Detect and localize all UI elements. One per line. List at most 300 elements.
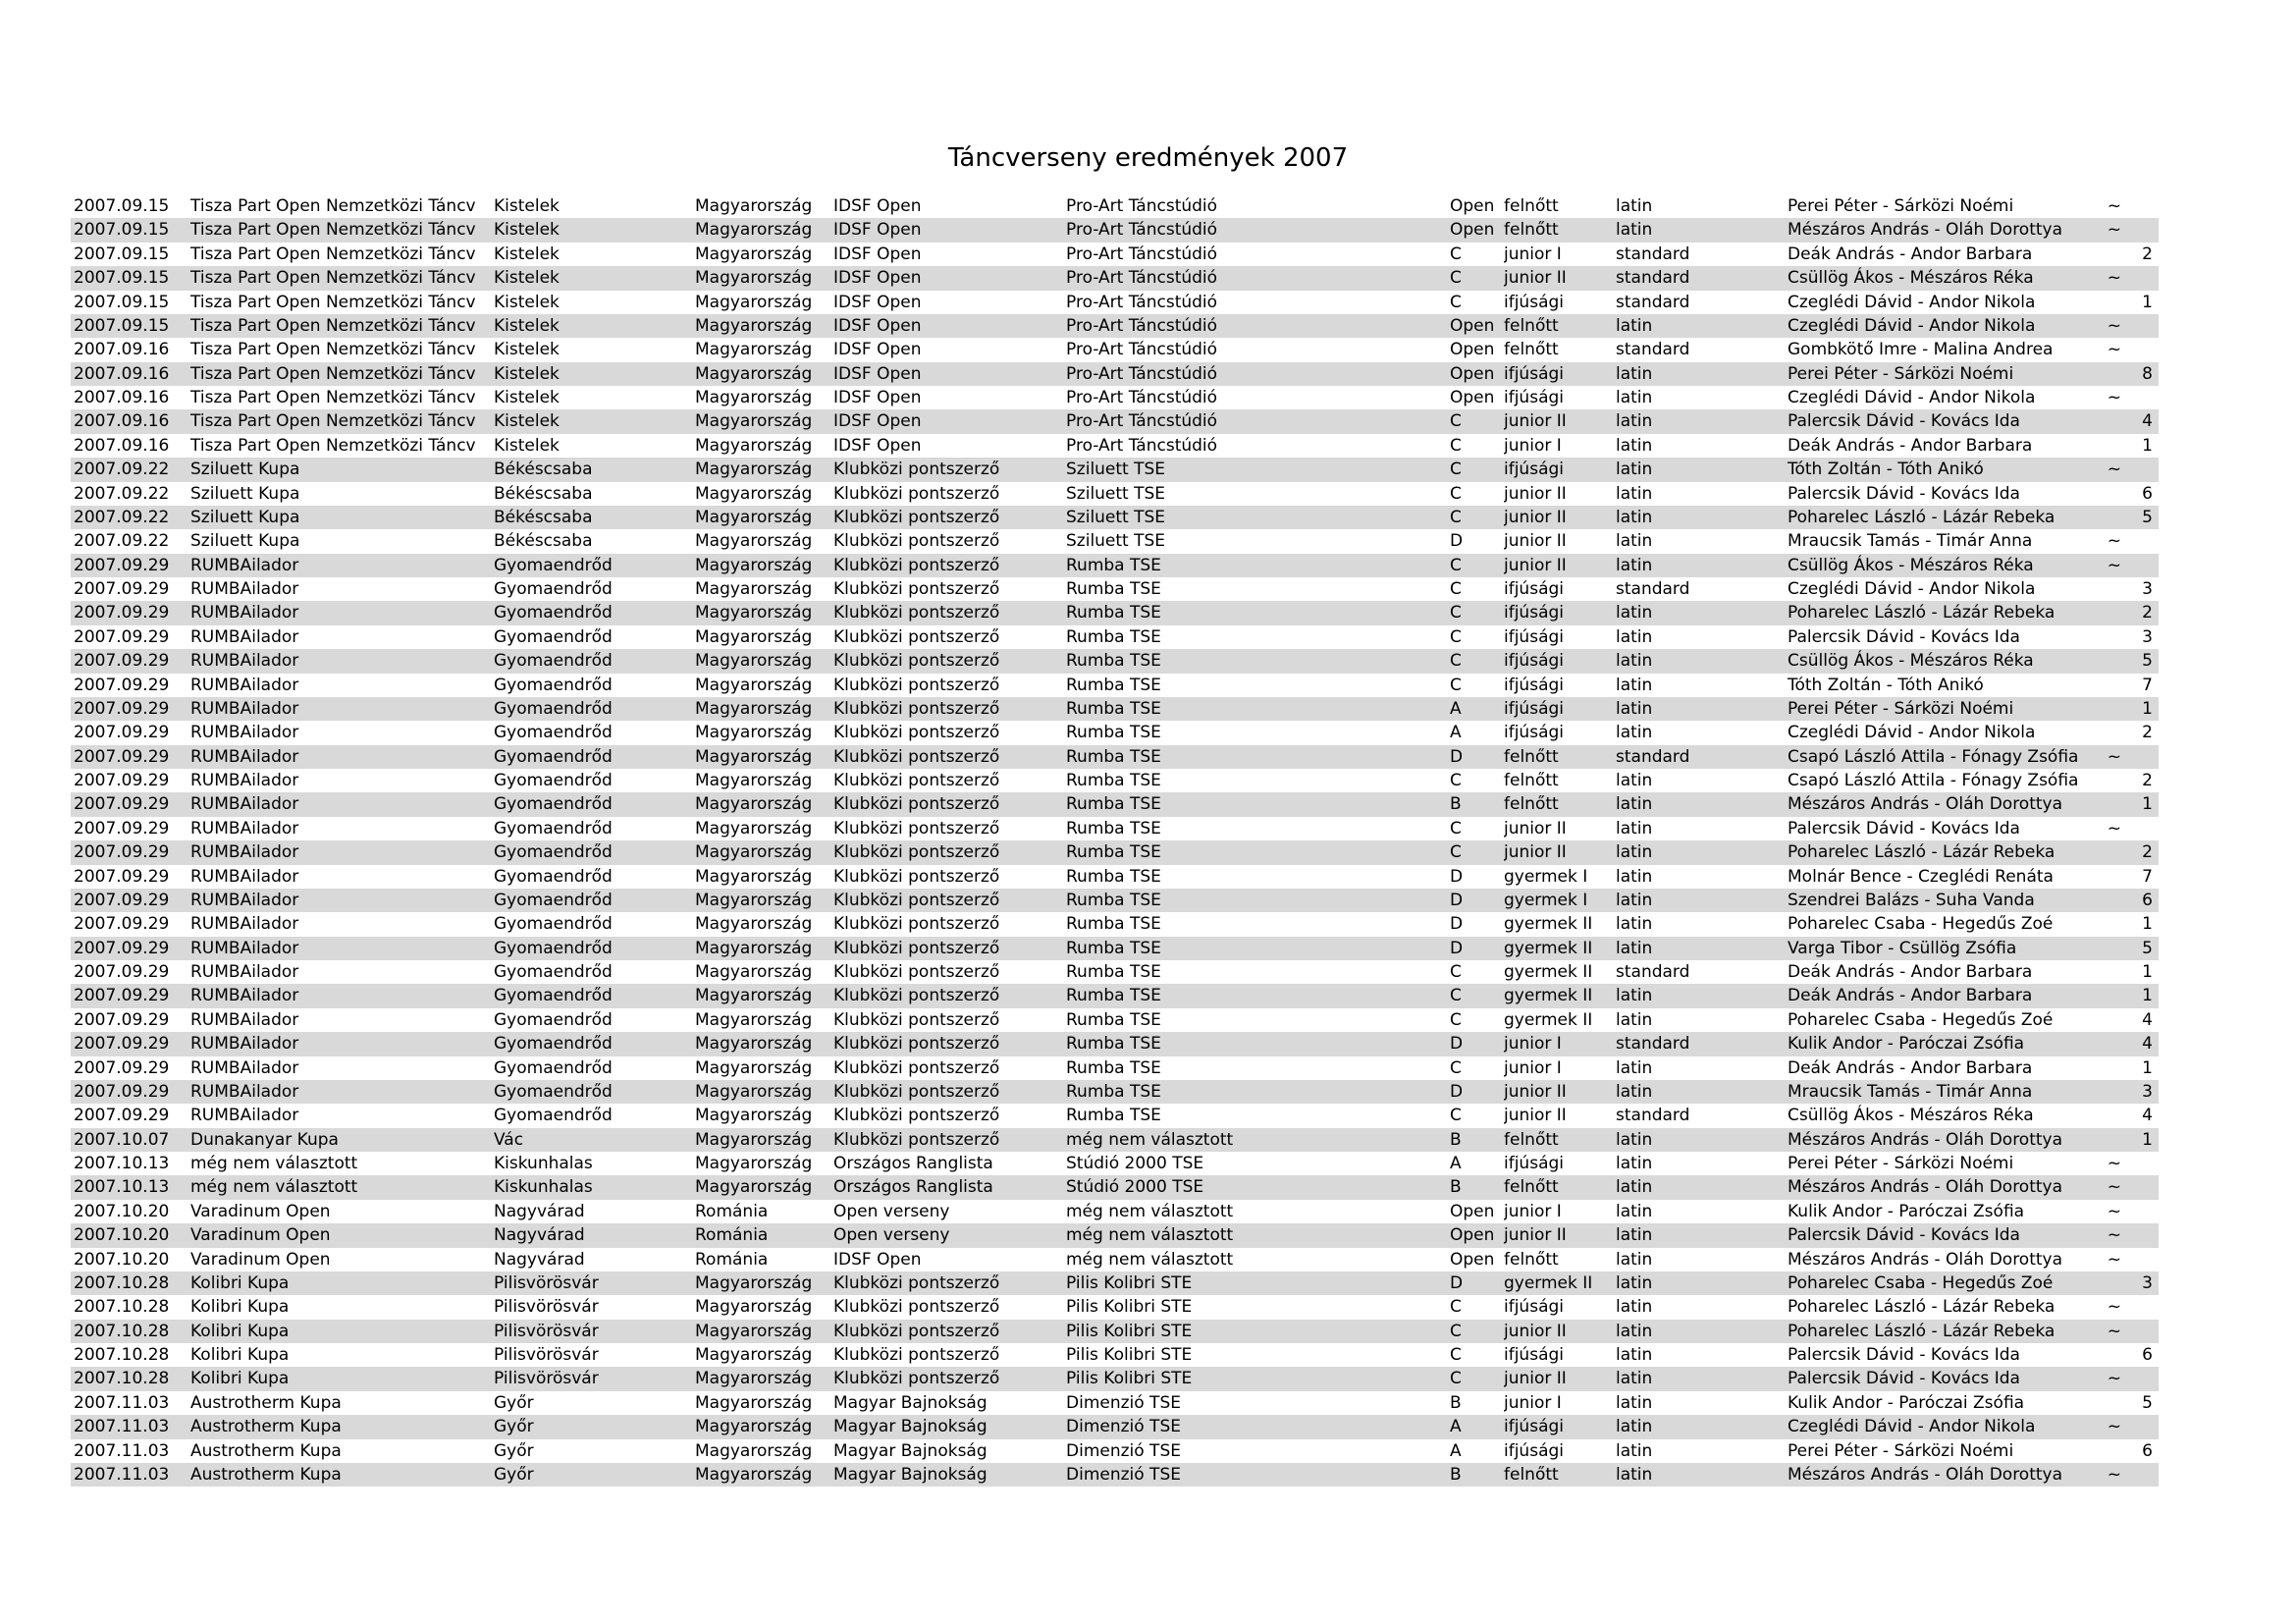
cell-competition-type: Klubközi pontszerző xyxy=(833,1106,1000,1126)
cell-style: latin xyxy=(1616,1272,1653,1293)
cell-age-group: junior II xyxy=(1504,268,1567,289)
cell-city: Gyomaendrőd xyxy=(494,579,613,599)
cell-city: Gyomaendrőd xyxy=(494,603,613,623)
cell-competition: RUMBAilador xyxy=(190,1009,299,1030)
cell-age-group: junior I xyxy=(1504,435,1562,456)
cell-competition-type: IDSF Open xyxy=(833,268,922,289)
cell-country: Magyarország xyxy=(695,1440,813,1461)
cell-country: Magyarország xyxy=(695,986,813,1006)
cell-country: Magyarország xyxy=(695,698,813,719)
cell-competition-type: Klubközi pontszerző xyxy=(833,531,1000,552)
cell-competition-type: Klubközi pontszerző xyxy=(833,986,1000,1006)
cell-class: A xyxy=(1450,1417,1462,1437)
table-row xyxy=(71,1271,2159,1295)
cell-country: Magyarország xyxy=(695,651,813,672)
cell-result: ~ xyxy=(2107,818,2121,839)
table-row xyxy=(71,1463,2159,1487)
cell-competition: Tisza Part Open Nemzetközi Táncv xyxy=(190,243,476,264)
cell-date: 2007.09.16 xyxy=(74,388,170,407)
cell-club: Pro-Art Táncstúdió xyxy=(1066,268,1218,289)
cell-age-group: ifjúsági xyxy=(1504,1154,1564,1173)
cell-result: 2 xyxy=(2142,771,2153,790)
cell-style: latin xyxy=(1616,1464,1653,1485)
cell-competition-type: Magyar Bajnokság xyxy=(833,1464,988,1485)
cell-country: Magyarország xyxy=(695,818,813,839)
cell-competition-type: Klubközi pontszerző xyxy=(833,1129,1000,1150)
cell-result: ~ xyxy=(2107,1369,2121,1389)
table-row xyxy=(71,912,2159,936)
cell-class: Open xyxy=(1450,315,1495,336)
table-row xyxy=(71,243,2159,266)
cell-couple: Poharelec Csaba - Hegedűs Zoé xyxy=(1788,914,2054,935)
cell-competition: Tisza Part Open Nemzetközi Táncv xyxy=(190,435,476,456)
cell-result: 4 xyxy=(2142,1106,2153,1126)
cell-country: Magyarország xyxy=(695,196,813,216)
cell-competition: Tisza Part Open Nemzetközi Táncv xyxy=(190,292,476,312)
table-row xyxy=(71,554,2159,577)
cell-class: C xyxy=(1450,1057,1462,1078)
cell-country: Magyarország xyxy=(695,243,813,264)
cell-class: C xyxy=(1450,292,1462,312)
table-row xyxy=(71,1320,2159,1343)
cell-couple: Perei Péter - Sárközi Noémi xyxy=(1788,698,2014,719)
cell-couple: Deák András - Andor Barbara xyxy=(1788,243,2033,264)
cell-club: Rumba TSE xyxy=(1066,1009,1161,1030)
cell-country: Magyarország xyxy=(695,579,813,599)
cell-result: ~ xyxy=(2107,268,2121,289)
cell-city: Gyomaendrőd xyxy=(494,938,613,958)
cell-class: D xyxy=(1450,746,1464,767)
cell-competition-type: Klubközi pontszerző xyxy=(833,962,1000,982)
cell-style: latin xyxy=(1616,507,1653,527)
cell-city: Kistelek xyxy=(494,315,560,336)
cell-club: Rumba TSE xyxy=(1066,579,1161,599)
cell-city: Gyomaendrőd xyxy=(494,626,613,647)
cell-competition: RUMBAilador xyxy=(190,866,299,887)
cell-class: C xyxy=(1450,579,1462,599)
cell-country: Magyarország xyxy=(695,460,813,480)
cell-club: Rumba TSE xyxy=(1066,555,1161,575)
cell-club: Rumba TSE xyxy=(1066,626,1161,647)
cell-competition: Tisza Part Open Nemzetközi Táncv xyxy=(190,363,476,384)
cell-competition: Austrotherm Kupa xyxy=(190,1417,342,1437)
cell-date: 2007.09.29 xyxy=(74,626,170,647)
table-row xyxy=(71,577,2159,601)
cell-country: Magyarország xyxy=(695,531,813,552)
cell-date: 2007.09.29 xyxy=(74,1106,170,1126)
cell-country: Magyarország xyxy=(695,411,813,432)
cell-result: 5 xyxy=(2142,1392,2153,1413)
table-row xyxy=(71,1032,2159,1055)
cell-style: latin xyxy=(1616,890,1653,910)
cell-style: latin xyxy=(1616,626,1653,647)
cell-class: A xyxy=(1450,698,1462,719)
cell-result: ~ xyxy=(2107,1417,2121,1437)
cell-couple: Mraucsik Tamás - Timár Anna xyxy=(1788,1081,2033,1102)
cell-couple: Czeglédi Dávid - Andor Nikola xyxy=(1788,292,2036,312)
cell-age-group: ifjúsági xyxy=(1504,723,1564,743)
cell-style: latin xyxy=(1616,460,1653,480)
cell-competition: RUMBAilador xyxy=(190,842,299,863)
cell-class: C xyxy=(1450,507,1462,527)
cell-competition: RUMBAilador xyxy=(190,818,299,839)
cell-competition: RUMBAilador xyxy=(190,746,299,767)
cell-couple: Deák András - Andor Barbara xyxy=(1788,986,2033,1006)
cell-club: Rumba TSE xyxy=(1066,962,1161,982)
table-row xyxy=(71,697,2159,721)
cell-city: Kistelek xyxy=(494,363,560,384)
cell-date: 2007.09.29 xyxy=(74,866,170,887)
cell-couple: Poharelec László - Lázár Rebeka xyxy=(1788,842,2056,863)
cell-style: latin xyxy=(1616,483,1653,504)
cell-age-group: junior II xyxy=(1504,507,1567,527)
cell-country: Magyarország xyxy=(695,1106,813,1126)
cell-country: Magyarország xyxy=(695,340,813,360)
cell-competition-type: Klubközi pontszerző xyxy=(833,1321,1000,1341)
cell-club: Sziluett TSE xyxy=(1066,507,1166,527)
cell-country: Magyarország xyxy=(695,292,813,312)
cell-date: 2007.11.03 xyxy=(74,1440,170,1461)
cell-city: Győr xyxy=(494,1440,534,1461)
cell-date: 2007.09.15 xyxy=(74,268,170,289)
cell-date: 2007.09.29 xyxy=(74,746,170,767)
cell-class: Open xyxy=(1450,1225,1495,1246)
cell-couple: Deák András - Andor Barbara xyxy=(1788,435,2033,456)
cell-club: Rumba TSE xyxy=(1066,603,1161,623)
cell-date: 2007.09.15 xyxy=(74,292,170,312)
cell-style: standard xyxy=(1616,243,1690,264)
cell-country: Magyarország xyxy=(695,1297,813,1318)
cell-result: 6 xyxy=(2142,890,2153,910)
cell-date: 2007.09.16 xyxy=(74,363,170,384)
table-row xyxy=(71,984,2159,1007)
cell-date: 2007.09.15 xyxy=(74,196,170,216)
cell-age-group: junior I xyxy=(1504,1392,1562,1413)
cell-competition-type: Klubközi pontszerző xyxy=(833,1297,1000,1318)
cell-competition: RUMBAilador xyxy=(190,1081,299,1102)
table-row xyxy=(71,1080,2159,1104)
cell-style: latin xyxy=(1616,220,1653,241)
cell-competition-type: Országos Ranglista xyxy=(833,1154,993,1173)
cell-competition-type: Klubközi pontszerző xyxy=(833,698,1000,719)
cell-competition-type: Klubközi pontszerző xyxy=(833,938,1000,958)
cell-style: latin xyxy=(1616,435,1653,456)
cell-club: még nem választott xyxy=(1066,1225,1234,1246)
cell-competition: RUMBAilador xyxy=(190,962,299,982)
cell-age-group: junior II xyxy=(1504,1081,1567,1102)
cell-couple: Perei Péter - Sárközi Noémi xyxy=(1788,1440,2014,1461)
cell-couple: Poharelec László - Lázár Rebeka xyxy=(1788,1321,2056,1341)
table-row xyxy=(71,1439,2159,1463)
cell-city: Gyomaendrőd xyxy=(494,1106,613,1126)
cell-club: Stúdió 2000 TSE xyxy=(1066,1177,1204,1198)
cell-competition-type: IDSF Open xyxy=(833,388,922,407)
cell-date: 2007.10.28 xyxy=(74,1272,170,1293)
cell-country: Magyarország xyxy=(695,1369,813,1389)
cell-result: 1 xyxy=(2142,1129,2153,1150)
cell-couple: Poharelec László - Lázár Rebeka xyxy=(1788,603,2056,623)
cell-competition: RUMBAilador xyxy=(190,1106,299,1126)
cell-class: Open xyxy=(1450,340,1495,360)
cell-competition: Tisza Part Open Nemzetközi Táncv xyxy=(190,315,476,336)
cell-competition-type: Klubközi pontszerző xyxy=(833,842,1000,863)
cell-club: Pilis Kolibri STE xyxy=(1066,1369,1193,1389)
cell-style: latin xyxy=(1616,388,1653,407)
cell-date: 2007.09.29 xyxy=(74,723,170,743)
cell-country: Magyarország xyxy=(695,866,813,887)
table-row xyxy=(71,529,2159,553)
cell-date: 2007.09.29 xyxy=(74,698,170,719)
cell-city: Kiskunhalas xyxy=(494,1154,593,1173)
cell-result: 3 xyxy=(2142,1272,2153,1293)
cell-city: Gyomaendrőd xyxy=(494,1057,613,1078)
cell-club: Rumba TSE xyxy=(1066,698,1161,719)
cell-style: latin xyxy=(1616,1249,1653,1270)
cell-class: D xyxy=(1450,1272,1464,1293)
cell-club: Dimenzió TSE xyxy=(1066,1417,1181,1437)
cell-couple: Perei Péter - Sárközi Noémi xyxy=(1788,363,2014,384)
cell-country: Magyarország xyxy=(695,1034,813,1055)
table-row xyxy=(71,1175,2159,1199)
cell-couple: Csüllög Ákos - Mészáros Réka xyxy=(1788,651,2034,672)
cell-competition: Austrotherm Kupa xyxy=(190,1392,342,1413)
cell-country: Magyarország xyxy=(695,435,813,456)
cell-style: latin xyxy=(1616,603,1653,623)
cell-date: 2007.10.07 xyxy=(74,1129,170,1150)
cell-country: Magyarország xyxy=(695,842,813,863)
cell-competition-type: Klubközi pontszerző xyxy=(833,460,1000,480)
cell-competition: még nem választott xyxy=(190,1154,358,1173)
table-row xyxy=(71,314,2159,338)
cell-competition: Varadinum Open xyxy=(190,1249,331,1270)
cell-class: C xyxy=(1450,675,1462,695)
cell-couple: Mészáros András - Oláh Dorottya xyxy=(1788,1129,2063,1150)
table-row xyxy=(71,1008,2159,1032)
cell-city: Nagyvárad xyxy=(494,1249,585,1270)
cell-result: 2 xyxy=(2142,603,2153,623)
cell-date: 2007.11.03 xyxy=(74,1417,170,1437)
table-row xyxy=(71,1200,2159,1223)
cell-couple: Poharelec László - Lázár Rebeka xyxy=(1788,507,2056,527)
cell-age-group: ifjúsági xyxy=(1504,1440,1564,1461)
cell-style: latin xyxy=(1616,1321,1653,1341)
table-row xyxy=(71,362,2159,386)
table-row xyxy=(71,960,2159,984)
cell-country: Magyarország xyxy=(695,1417,813,1437)
table-row xyxy=(71,194,2159,218)
cell-result: 1 xyxy=(2142,698,2153,719)
cell-date: 2007.09.29 xyxy=(74,1081,170,1102)
cell-date: 2007.10.13 xyxy=(74,1154,170,1173)
cell-class: D xyxy=(1450,1034,1464,1055)
cell-class: Open xyxy=(1450,363,1495,384)
cell-city: Nagyvárad xyxy=(494,1225,585,1246)
cell-club: Rumba TSE xyxy=(1066,914,1161,935)
cell-style: standard xyxy=(1616,579,1690,599)
cell-class: A xyxy=(1450,1154,1462,1173)
cell-result: ~ xyxy=(2107,1464,2121,1485)
cell-competition-type: Open verseny xyxy=(833,1225,950,1246)
cell-couple: Deák András - Andor Barbara xyxy=(1788,1057,2033,1078)
cell-class: Open xyxy=(1450,388,1495,407)
cell-club: Rumba TSE xyxy=(1066,675,1161,695)
cell-competition: RUMBAilador xyxy=(190,1034,299,1055)
cell-style: latin xyxy=(1616,1345,1653,1365)
cell-style: latin xyxy=(1616,1154,1653,1173)
table-row xyxy=(71,817,2159,840)
cell-competition-type: IDSF Open xyxy=(833,340,922,360)
cell-age-group: gyermek II xyxy=(1504,962,1593,982)
cell-club: Pro-Art Táncstúdió xyxy=(1066,388,1218,407)
cell-country: Magyarország xyxy=(695,794,813,815)
cell-couple: Palercsik Dávid - Kovács Ida xyxy=(1788,1369,2020,1389)
cell-age-group: felnőtt xyxy=(1504,1129,1559,1150)
table-row xyxy=(71,625,2159,649)
cell-country: Magyarország xyxy=(695,771,813,790)
cell-club: Pro-Art Táncstúdió xyxy=(1066,196,1218,216)
cell-date: 2007.09.22 xyxy=(74,460,170,480)
cell-competition: RUMBAilador xyxy=(190,794,299,815)
cell-result: ~ xyxy=(2107,388,2121,407)
cell-result: 1 xyxy=(2142,914,2153,935)
cell-style: latin xyxy=(1616,938,1653,958)
cell-club: Pilis Kolibri STE xyxy=(1066,1272,1193,1293)
cell-class: D xyxy=(1450,938,1464,958)
cell-style: latin xyxy=(1616,531,1653,552)
cell-couple: Mészáros András - Oláh Dorottya xyxy=(1788,794,2063,815)
cell-style: latin xyxy=(1616,818,1653,839)
cell-date: 2007.10.28 xyxy=(74,1345,170,1365)
cell-style: latin xyxy=(1616,1177,1653,1198)
cell-style: latin xyxy=(1616,866,1653,887)
cell-competition: Tisza Part Open Nemzetközi Táncv xyxy=(190,411,476,432)
cell-country: Magyarország xyxy=(695,220,813,241)
cell-result: 2 xyxy=(2142,723,2153,743)
cell-date: 2007.09.29 xyxy=(74,842,170,863)
cell-club: Dimenzió TSE xyxy=(1066,1464,1181,1485)
cell-style: latin xyxy=(1616,1201,1653,1221)
cell-date: 2007.09.29 xyxy=(74,962,170,982)
cell-city: Kistelek xyxy=(494,435,560,456)
cell-club: Rumba TSE xyxy=(1066,938,1161,958)
cell-club: Pilis Kolibri STE xyxy=(1066,1345,1193,1365)
cell-city: Gyomaendrőd xyxy=(494,555,613,575)
cell-style: latin xyxy=(1616,698,1653,719)
cell-result: 3 xyxy=(2142,626,2153,647)
cell-country: Románia xyxy=(695,1201,769,1221)
cell-city: Nagyvárad xyxy=(494,1201,585,1221)
cell-competition-type: Klubközi pontszerző xyxy=(833,1272,1000,1293)
cell-club: Pro-Art Táncstúdió xyxy=(1066,292,1218,312)
cell-competition: RUMBAilador xyxy=(190,626,299,647)
cell-competition-type: IDSF Open xyxy=(833,363,922,384)
cell-style: latin xyxy=(1616,555,1653,575)
cell-city: Gyomaendrőd xyxy=(494,723,613,743)
cell-city: Gyomaendrőd xyxy=(494,794,613,815)
cell-country: Magyarország xyxy=(695,890,813,910)
cell-age-group: felnőtt xyxy=(1504,794,1559,815)
table-row xyxy=(71,937,2159,960)
table-row xyxy=(71,506,2159,529)
cell-class: C xyxy=(1450,818,1462,839)
cell-couple: Szendrei Balázs - Suha Vanda xyxy=(1788,890,2035,910)
cell-city: Gyomaendrőd xyxy=(494,842,613,863)
cell-date: 2007.10.20 xyxy=(74,1249,170,1270)
cell-competition-type: IDSF Open xyxy=(833,1249,922,1270)
cell-country: Magyarország xyxy=(695,1129,813,1150)
cell-age-group: felnőtt xyxy=(1504,196,1559,216)
cell-couple: Czeglédi Dávid - Andor Nikola xyxy=(1788,579,2036,599)
table-row xyxy=(71,386,2159,409)
cell-city: Gyomaendrőd xyxy=(494,1081,613,1102)
cell-city: Gyomaendrőd xyxy=(494,1034,613,1055)
cell-class: C xyxy=(1450,555,1462,575)
cell-result: 8 xyxy=(2142,363,2153,384)
cell-club: Rumba TSE xyxy=(1066,794,1161,815)
cell-style: latin xyxy=(1616,315,1653,336)
cell-result: ~ xyxy=(2107,220,2121,241)
cell-competition-type: Klubközi pontszerző xyxy=(833,746,1000,767)
cell-age-group: ifjúsági xyxy=(1504,460,1564,480)
cell-competition-type: Klubközi pontszerző xyxy=(833,603,1000,623)
cell-competition: RUMBAilador xyxy=(190,555,299,575)
cell-style: latin xyxy=(1616,675,1653,695)
cell-result: 2 xyxy=(2142,842,2153,863)
cell-competition-type: IDSF Open xyxy=(833,315,922,336)
cell-city: Kistelek xyxy=(494,196,560,216)
cell-club: Rumba TSE xyxy=(1066,771,1161,790)
cell-class: C xyxy=(1450,460,1462,480)
cell-date: 2007.09.22 xyxy=(74,531,170,552)
cell-city: Gyomaendrőd xyxy=(494,866,613,887)
cell-date: 2007.10.28 xyxy=(74,1297,170,1318)
cell-city: Kistelek xyxy=(494,268,560,289)
table-row xyxy=(71,1391,2159,1415)
cell-competition-type: Klubközi pontszerző xyxy=(833,890,1000,910)
cell-date: 2007.09.22 xyxy=(74,507,170,527)
cell-age-group: felnőtt xyxy=(1504,315,1559,336)
cell-country: Magyarország xyxy=(695,914,813,935)
cell-club: Rumba TSE xyxy=(1066,651,1161,672)
cell-club: még nem választott xyxy=(1066,1129,1234,1150)
cell-city: Gyomaendrőd xyxy=(494,675,613,695)
cell-style: latin xyxy=(1616,1392,1653,1413)
cell-couple: Csüllög Ákos - Mészáros Réka xyxy=(1788,555,2034,575)
cell-result: 1 xyxy=(2142,435,2153,456)
cell-couple: Csüllög Ákos - Mészáros Réka xyxy=(1788,1106,2034,1126)
cell-competition-type: Klubközi pontszerző xyxy=(833,1081,1000,1102)
cell-date: 2007.09.16 xyxy=(74,340,170,360)
cell-competition: Dunakanyar Kupa xyxy=(190,1129,339,1150)
cell-date: 2007.09.15 xyxy=(74,243,170,264)
cell-competition-type: Open verseny xyxy=(833,1201,950,1221)
table-row xyxy=(71,266,2159,290)
cell-country: Magyarország xyxy=(695,1154,813,1173)
cell-couple: Czeglédi Dávid - Andor Nikola xyxy=(1788,315,2036,336)
cell-age-group: gyermek II xyxy=(1504,938,1593,958)
cell-city: Békéscsaba xyxy=(494,531,593,552)
cell-city: Gyomaendrőd xyxy=(494,698,613,719)
cell-age-group: felnőtt xyxy=(1504,1464,1559,1485)
table-row xyxy=(71,889,2159,912)
cell-competition-type: Klubközi pontszerző xyxy=(833,1057,1000,1078)
table-row xyxy=(71,1152,2159,1175)
cell-class: D xyxy=(1450,866,1464,887)
cell-style: latin xyxy=(1616,1009,1653,1030)
cell-age-group: junior II xyxy=(1504,555,1567,575)
cell-competition: RUMBAilador xyxy=(190,914,299,935)
cell-city: Kistelek xyxy=(494,243,560,264)
